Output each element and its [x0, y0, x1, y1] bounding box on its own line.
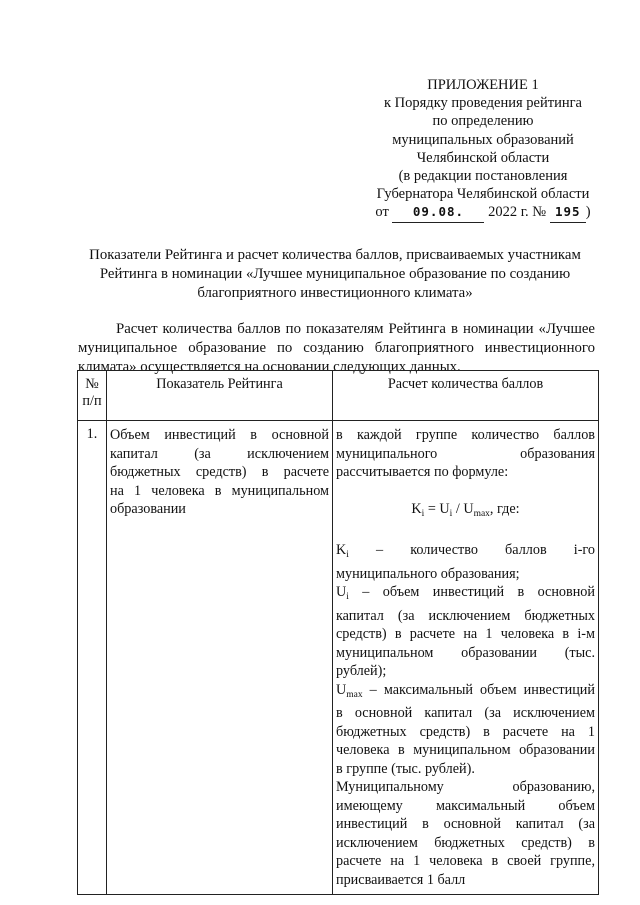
spacer — [336, 482, 595, 500]
calc-line: исключением бюджетных средств) в — [336, 834, 595, 851]
calc-line: бюджетных средств) в расчете на 1 — [336, 723, 595, 740]
calc-line: средств) в расчете на 1 человека в i-м — [336, 626, 595, 642]
document-heading — [70, 246, 600, 303]
header-number — [78, 371, 107, 421]
indicator-line: Объем инвестиций в основной — [110, 427, 329, 443]
date-closing: ) — [585, 204, 591, 221]
table-row — [78, 421, 599, 895]
calc-line: Муниципальному образованию, — [336, 779, 595, 795]
appendix-title: ПРИЛОЖЕНИЕ 1 — [427, 77, 539, 93]
formula-k: K — [411, 500, 422, 517]
formula-u-sub: i — [449, 508, 453, 519]
intro-line: климата» осуществляется на основании следующих данных. — [78, 359, 461, 375]
calc-line: расчете на 1 человека в своей группе, — [336, 853, 595, 869]
calc-line: муниципальном образовании (тыс. — [336, 644, 595, 661]
decree-number: 195 — [554, 204, 581, 220]
calculation-cell — [333, 421, 599, 895]
ki-definition — [336, 541, 595, 565]
formula-eq: = U — [424, 500, 450, 517]
ki-sub: i — [346, 550, 349, 560]
ui-sub: i — [346, 592, 349, 602]
indicator-line: образовании — [110, 501, 186, 517]
row-number: 1. — [78, 421, 107, 895]
ui-text: – объем инвестиций в основной — [348, 584, 595, 600]
header-calculation: Расчет количества баллов — [333, 371, 599, 421]
calc-line: капитал (за исключением бюджетных — [336, 607, 595, 624]
spacer — [336, 523, 595, 541]
heading-line: Рейтинга в номинации «Лучшее муниципальное образование по созданию — [99, 266, 571, 282]
header-number-abbr: п/п — [82, 393, 102, 409]
calc-line: инвестиций в основной капитал (за — [336, 816, 595, 832]
intro-line: муниципальное образование по созданию благоприятного инвестиционного — [78, 340, 595, 356]
date-prefix: от — [375, 204, 389, 221]
indicator-line: на 1 человека в муниципальном — [110, 482, 329, 499]
formula-div: / U — [452, 500, 474, 517]
table-header-row — [78, 371, 599, 421]
indicator-cell — [107, 421, 333, 895]
intro-line: Расчет количества баллов по показателям Рейтинга в номинации «Лучшее — [116, 321, 595, 337]
formula-max-sub: max — [473, 508, 490, 519]
header-number-symbol: № — [85, 376, 99, 392]
umax-symbol: U — [336, 681, 347, 698]
calc-line: имеющему максимальный объем — [336, 797, 595, 814]
calc-line: в основной капитал (за исключением — [336, 705, 595, 721]
appendix-date-line — [358, 203, 608, 222]
calc-line: присваивается 1 балл — [336, 871, 466, 888]
umax-definition — [336, 681, 595, 705]
ki-symbol: K — [336, 542, 347, 558]
appendix-line: Челябинской области — [416, 149, 550, 166]
intro-paragraph — [78, 320, 595, 377]
date-field — [392, 203, 484, 222]
date-value: 09.08. — [412, 204, 465, 220]
heading-line: благоприятного инвестиционного климата» — [197, 285, 473, 301]
indicator-line: бюджетных средств) в расчете — [110, 464, 329, 480]
heading-line: Показатели Рейтинга и расчет количества баллов, присваиваемых участникам — [89, 247, 581, 263]
formula-tail: , где: — [489, 500, 520, 517]
appendix-block — [358, 76, 608, 223]
appendix-line: к Порядку проведения рейтинга — [384, 95, 582, 112]
appendix-line: (в редакции постановления — [398, 168, 568, 185]
formula-k-sub: i — [421, 508, 425, 519]
ki-text: – количество баллов i-го — [348, 542, 595, 558]
calc-line: муниципального образования; — [336, 565, 520, 582]
calc-line: в группе (тыс. рублей). — [336, 760, 475, 777]
calc-line: рассчитывается по формуле: — [336, 464, 509, 480]
year-text: 2022 г. № — [488, 204, 547, 221]
ui-definition — [336, 583, 595, 607]
appendix-line: Губернатора Челябинской области — [376, 186, 590, 203]
umax-text: – максимальный объем инвестиций — [362, 681, 595, 698]
calc-line: муниципального образования — [336, 445, 595, 462]
calc-line: человека в муниципальном образовании — [336, 742, 595, 758]
ui-symbol: U — [336, 584, 347, 600]
calc-line: в каждой группе количество баллов — [336, 427, 595, 443]
calc-line: рублей); — [336, 663, 387, 679]
formula — [336, 500, 595, 524]
indicators-table — [77, 370, 599, 895]
header-indicator: Показатель Рейтинга — [107, 371, 333, 421]
umax-sub: max — [346, 689, 363, 700]
appendix-line: по определению — [432, 113, 534, 130]
number-field — [550, 203, 586, 222]
appendix-line: муниципальных образований — [392, 131, 574, 148]
indicator-line: капитал (за исключением — [110, 445, 329, 462]
